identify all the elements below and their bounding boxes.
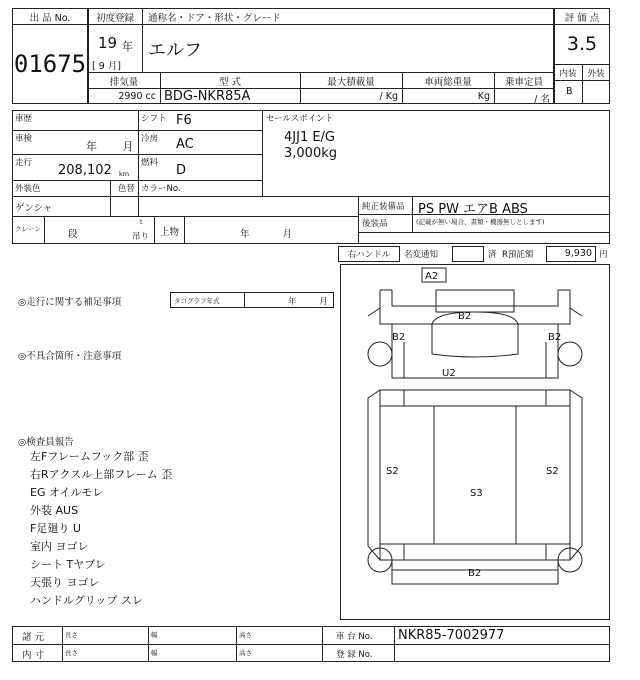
score-label: 評 価 点 (564, 13, 600, 24)
mileage-value: 208,102 (58, 163, 112, 178)
tacho-value: 年 月 (288, 297, 328, 307)
name-label: 通称名・ドア・形状・グレード (148, 13, 281, 24)
fuel-value: D (176, 163, 187, 178)
report-line: 外装 AUS (30, 504, 79, 517)
damage-label-b2-right: B2 (548, 332, 562, 343)
sales-label: セールスポイント (266, 114, 334, 124)
first-reg-label: 初度登録 (95, 13, 134, 24)
inspect-value: 年 月 (86, 140, 134, 153)
damage-label-b2-rear: B2 (468, 568, 482, 579)
report-line: ハンドルグリップ スレ (30, 594, 143, 607)
model-code: BDG-NKR85A (164, 89, 251, 104)
damage-label-a2: A2 (425, 271, 439, 282)
reg-label: 登 録 No. (336, 650, 373, 660)
equip-value: PS PW エアB ABS (418, 202, 528, 217)
after-note: (記載が無い場合、書類・機器無しとします) (416, 218, 545, 226)
year-num: 19 (98, 34, 118, 52)
damage-label-s2-left: S2 (386, 466, 399, 477)
interior-grade: B (566, 86, 573, 97)
ac-label: 冷房 (141, 134, 159, 144)
rebate-label: R預託額 (502, 250, 534, 260)
equip-label: 純正装備品 (362, 202, 405, 212)
joya-label: 上物 (160, 227, 180, 238)
gross-value: Kg (477, 91, 490, 102)
haba-label: 幅 (151, 649, 158, 657)
inspector-title: ◎検査員報告 (18, 437, 74, 448)
type-label: 型 式 (218, 77, 242, 88)
year-unit: 年 (122, 40, 133, 53)
report-line: シート Tヤブレ (30, 558, 106, 571)
crane-hang: 吊り (132, 232, 150, 242)
inspect-label: 車検 (15, 134, 33, 144)
crane-t: t (140, 218, 143, 226)
load-label: 最大積載量 (327, 77, 375, 88)
chassis-label: 車 台 No. (336, 632, 373, 642)
gross-label: 車両総重量 (424, 77, 472, 88)
rebate-prefix: 済 (488, 250, 497, 260)
naisun-label: 内 寸 (22, 650, 45, 661)
ac-value: AC (176, 137, 194, 152)
damage-label-u2: U2 (442, 368, 456, 379)
damage-label-b2-top: B2 (458, 311, 472, 322)
name-change-box (452, 246, 484, 262)
nagasa-label: 長さ (65, 649, 78, 657)
truck-diagram (340, 264, 610, 620)
history-label: 車歴 (15, 114, 33, 124)
report-line: F足廻り U (30, 522, 81, 535)
lot-number: 01675 (13, 50, 87, 78)
report-line: EG オイルモレ (30, 486, 104, 499)
color-label: 外装色 (15, 184, 41, 194)
report-line: 右Rアクスル上部フレーム 歪 (30, 468, 173, 481)
displacement: 2990 cc (118, 91, 156, 102)
color-value: ゲンシャ (15, 203, 53, 214)
load-value: / Kg (379, 91, 398, 102)
fuel-label: 燃料 (141, 158, 159, 168)
rebate-value: 9,930 (564, 248, 592, 259)
shogen-label: 諸 元 (22, 632, 45, 643)
sales-line1: 4JJ1 E/G (284, 130, 336, 145)
exterior-label: 外装 (587, 69, 605, 79)
cap-label: 乗車定員 (504, 77, 543, 88)
month-value: [ 9 月] (92, 61, 121, 72)
disp-label: 排気量 (109, 77, 139, 88)
report-line: 左Fフレームフック部 歪 (30, 450, 149, 463)
haba-label: 幅 (151, 631, 158, 639)
crane-dan: 段 (68, 229, 78, 240)
takasa-label: 高さ (239, 649, 252, 657)
sales-line2: 3,000kg (284, 146, 337, 161)
damage-label-s2-right: S2 (546, 466, 559, 477)
score-value: 3.5 (566, 33, 598, 55)
tacho-label: タコグラフ年式 (174, 297, 220, 305)
report-line: 室内 ヨゴレ (30, 540, 89, 553)
lot-label: 出 品 No. (29, 13, 71, 24)
color-no-label: 色替 (118, 184, 136, 194)
chassis-value: NKR85-7002977 (398, 628, 505, 643)
mileage-label: 走行 (15, 158, 33, 168)
color-code-label: カラーNo. (141, 184, 181, 194)
shift-label: シフト (141, 114, 167, 124)
shift-value: F6 (176, 113, 192, 128)
joya-value: 年 月 (240, 229, 293, 240)
interior-label: 内装 (559, 69, 577, 79)
cap-value: / 名 (534, 94, 550, 105)
right-handle: 右ハンドル (347, 250, 391, 260)
damage-label-s3: S3 (470, 488, 483, 499)
after-label: 後装品 (362, 219, 388, 229)
driving-notes-title: ◎走行に関する補足事項 (18, 297, 122, 308)
crane-label: クレーン (15, 225, 41, 233)
report-line: 天張り ヨゴレ (30, 576, 100, 589)
yen-label: 円 (599, 250, 608, 260)
damage-label-b2-left: B2 (392, 332, 406, 343)
defects-title: ◎不具合箇所・注意事項 (18, 351, 122, 362)
nagasa-label: 長さ (65, 631, 78, 639)
mileage-unit: km (119, 170, 130, 178)
takasa-label: 高さ (239, 631, 252, 639)
name-change: 名変通知 (404, 250, 439, 260)
car-name: エルフ (148, 40, 202, 61)
